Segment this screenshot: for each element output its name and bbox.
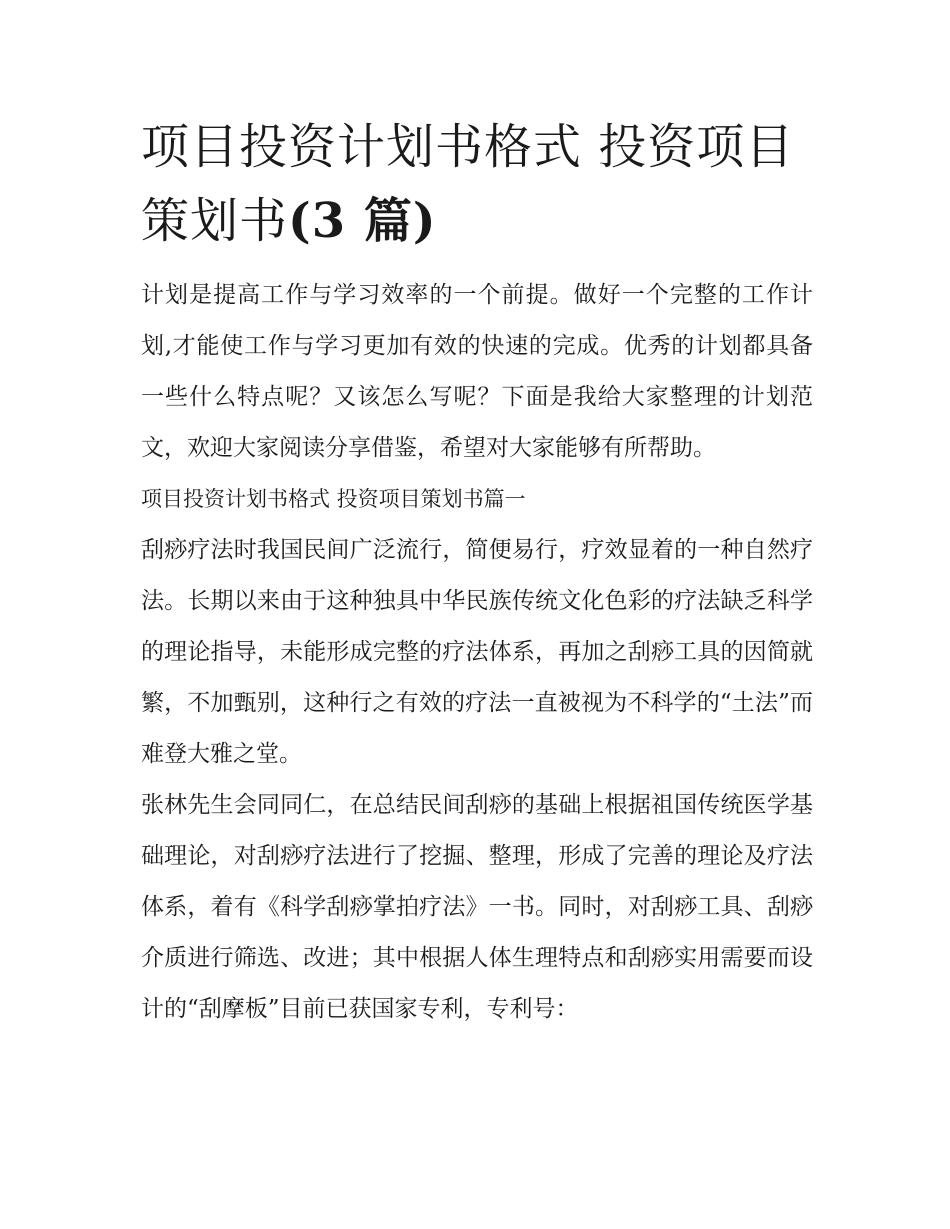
section-heading: 项目投资计划书格式 投资项目策划书篇一 [141,487,526,511]
body-paragraph-1: 刮痧疗法时我国民间广泛流行，简便易行，疗效显着的一种自然疗法。长期以来由于这种独具中华民族传统文化色彩的疗法缺乏科学的理论指导，未能形成完整的疗法体系，再加之刮痧工具的因简就繁，不加甄别，这种行之有效的疗法一直被视为不科学的“土法”而难登大雅之堂。 [141,537,813,767]
document-title [141,110,813,258]
title-line-2-suffix: (3 篇) [288,193,437,249]
title-line-2-prefix: 策划书 [141,193,289,249]
document-page [141,110,813,1035]
intro-paragraph: 计划是提高工作与学习效率的一个前提。做好一个完整的工作计划,才能使工作与学习更加有效的快速的完成。优秀的计划都具备一些什么特点呢？又该怎么写呢？下面是我给大家整理的计划范文，欢迎大家阅读分享借鉴，希望对大家能够有所帮助。 [141,282,813,461]
body-paragraph-2: 张林先生会同同仁，在总结民间刮痧的基础上根据祖国传统医学基础理论，对刮痧疗法进行了挖掘、整理，形成了完善的理论及疗法体系，着有《科学刮痧掌拍疗法》一书。同时，对刮痧工具、刮痧介质进行筛选、改进；其中根据人体生理特点和刮痧实用需要而设计的“刮摩板”目前已获国家专利，专利号： [141,792,813,1022]
title-line-1: 项目投资计划书格式 投资项目 [141,119,795,175]
